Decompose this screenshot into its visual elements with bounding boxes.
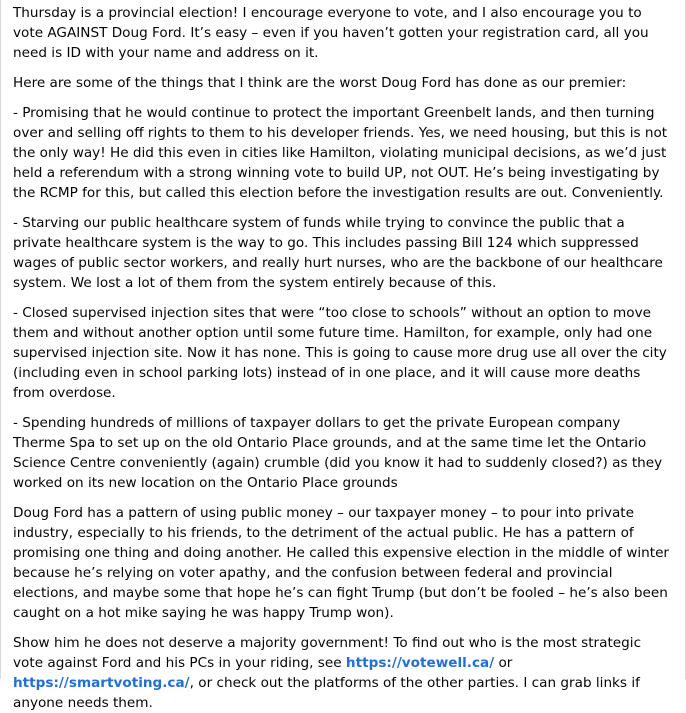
post-paragraph-pattern: Doug Ford has a pattern of using public money – our taxpayer money – to pour into private industry, especially to his friends, to the detriment of the actual public. He has a pattern of promising one thing and doing another. He called this expensive election in the middle of winter because he’s relying on voter apathy, and the confusion between federal and provincial elections, and maybe some that hope he’s can fight Trump (but don’t be fooled – he’s also been caught on a hot mike saying he was happy Trump won). [13, 505, 670, 621]
post-paragraph-ontario-place: - Spending hundreds of millions of taxpayer dollars to get the private European company Therme Spa to set up on the old Ontario Place grounds, and at the same time let the Ontario Science Centre conveniently (again) crumble (did you know it had to suddenly closed?) as they worked on its new location on the Ontario Place grounds [13, 415, 663, 491]
smartvoting-link[interactable]: https://smartvoting.ca/ [13, 675, 190, 691]
cta-text-after: , or check out the platforms of the other parties. I can grab links if anyone needs them. [13, 675, 640, 711]
post-paragraph-healthcare: - Starving our public healthcare system of funds while trying to convince the public that a private healthcare system is the way to go. This includes passing Bill 124 which suppressed wages of public sector workers, and really hurt nurses, who are the backbone of our healthcare system. We lost a lot of them from the system entirely because of this. [13, 215, 663, 291]
post-paragraph-list-intro: Here are some of the things that I think are the worst Doug Ford has done as our premier: [13, 75, 627, 91]
post-paragraph-injection-sites: - Closed supervised injection sites that were “too close to schools” without an option to move them and without another option until some future time. Hamilton, for example, only had one supervised injection site. Now it has none. This is going to cause more drug use all over the city (including even in school parking lots) instead of in one place, and it will cause more deaths from overdose. [13, 305, 667, 401]
votewell-link[interactable]: https://votewell.ca/ [345, 655, 495, 671]
cta-text-before: Show him he does not deserve a majority government! To find out who is the most strategic vote against Ford and his PCs in your riding, see [13, 635, 642, 671]
post-paragraph-call-to-action [13, 633, 673, 713]
post-paragraph-intro: Thursday is a provincial election! I encourage everyone to vote, and I also encourage you to vote AGAINST Doug Ford. It’s easy – even if you haven’t gotten your registration card, all you need is ID with your name and address on it. [13, 5, 649, 61]
cta-text-middle: or [494, 655, 513, 671]
post-paragraph-greenbelt: - Promising that he would continue to protect the important Greenbelt lands, and then turning over and selling off rights to them to his developer friends. Yes, we need housing, but this is not the only way! He did this even in cities like Hamilton, violating municipal decisions, as we’d just held a referendum with a strong winning vote to build UP, not OUT. He’s being investigating by the RCMP for this, but called this election before the investigation results are out. Conveniently. [13, 105, 668, 201]
